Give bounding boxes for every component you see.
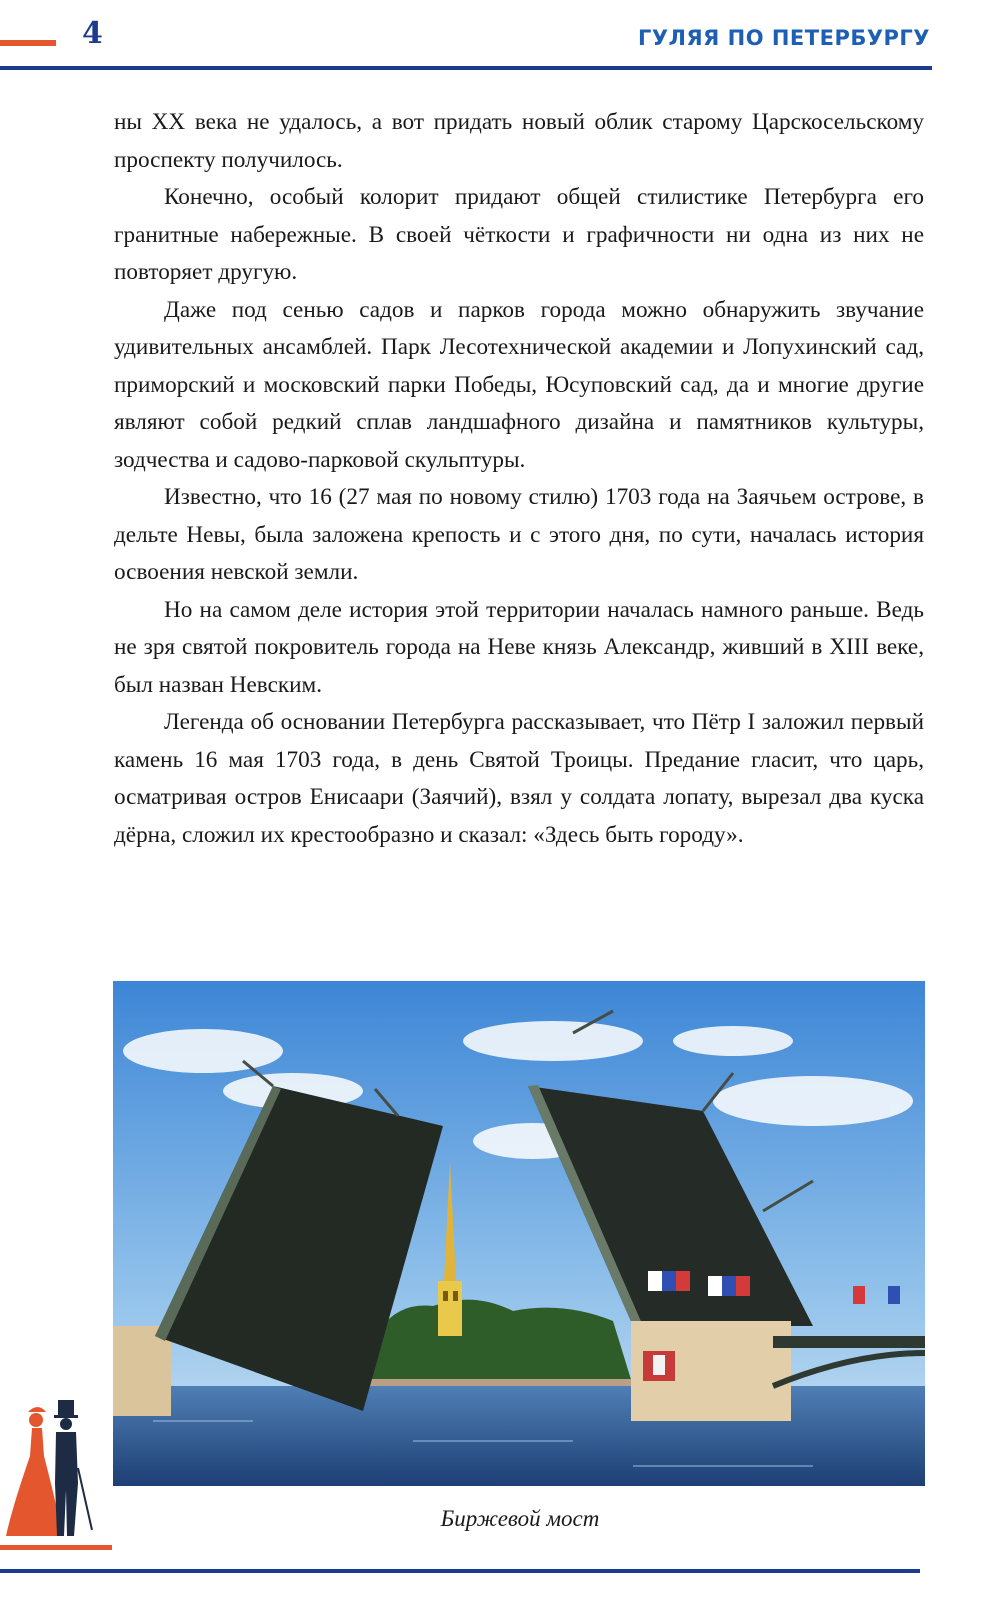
footer-rule [0, 1569, 920, 1573]
body-text [114, 104, 924, 854]
header-rule [0, 66, 932, 70]
paragraph: Но на самом деле история этой территории началась намного раньше. Ведь не зря святой покровитель города на Неве князь Александр, живший в XIII веке, был назван Невским. [114, 596, 924, 698]
paragraph: Легенда об основании Петербурга рассказывает, что Пётр I заложил первый камень 16 мая 1703 года, в день Святой Троицы. Предание гласит, что царь, осматривая остров Енисаари (Заячий), взял у солдата лопату, вырезал два куска дёрна, сложил их крестообразно и сказал: «Здесь быть городу». [114, 709, 924, 848]
couple-silhouette-icon [0, 1398, 96, 1538]
page-number: 4 [82, 16, 103, 51]
paragraph: ны XX века не удалось, а вот придать новый облик старому Царскосельскому проспекту получилось. [114, 109, 924, 173]
paragraph: Известно, что 16 (27 мая по новому стилю) 1703 года на Заячьем острове, в дельте Невы, была заложена крепость и с этого дня, по сути, началась история освоения невской земли. [114, 484, 924, 585]
figure-caption: Биржевой мост [440, 1506, 600, 1531]
paragraph: Даже под сенью садов и парков города можно обнаружить звучание удивительных ансамблей. Парк Лесотехнической академии и Лопухинский сад, приморский и московский парки Победы, Юсуповский сад, да и многие другие являют собой редкий сплав ландшафного дизайна и памятников культуры, зодчества и садово-парковой скульптуры. [114, 296, 924, 473]
header-accent-bar [0, 40, 56, 46]
footer-accent-bar [0, 1545, 112, 1550]
fixed-span [773, 1336, 925, 1348]
bridge-photo [113, 981, 925, 1486]
paragraph: Конечно, особый колорит придают общей стилистике Петербурга его гранитные набережные. В своей чёткости и графичности ни одна из них не повторяет другую. [114, 184, 924, 285]
running-title: ГУЛЯЯ ПО ПЕТЕРБУРГУ [637, 26, 930, 50]
